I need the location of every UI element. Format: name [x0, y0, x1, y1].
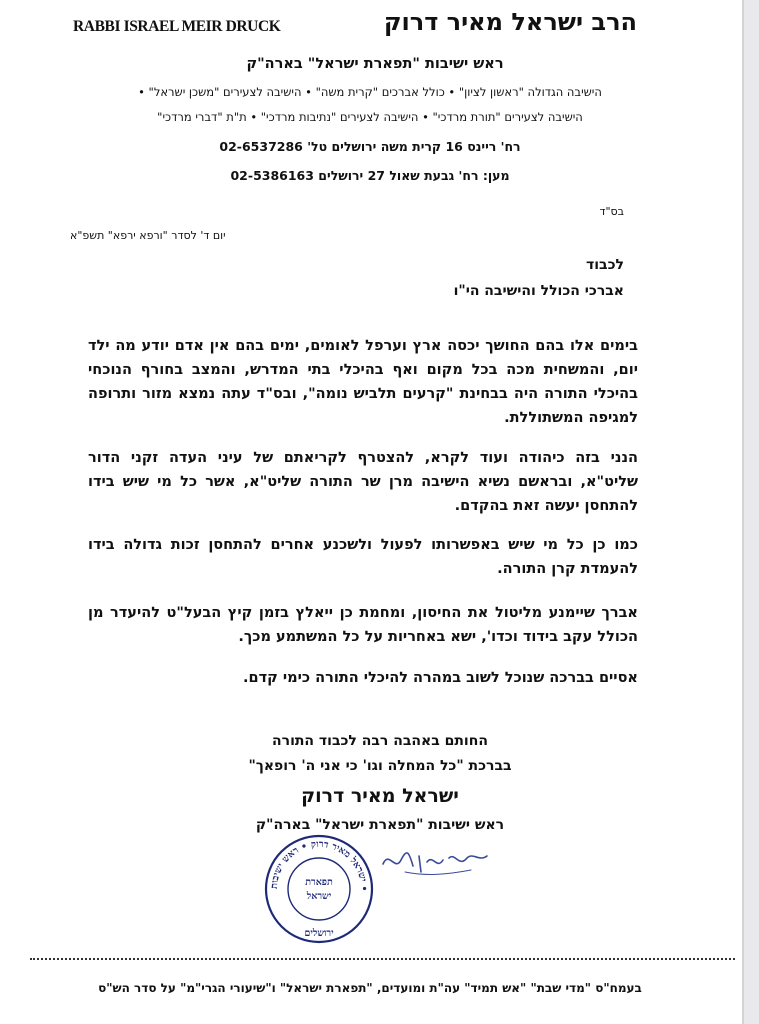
body-paragraph: אברך שיימנע מליטול את החיסון, ומחמת כן ייאלץ בזמן קיץ הבעל"ט להיעדר מן הכולל עקב בידוד וכדו', ישא באחריות על כל המשתמע מכך. [88, 605, 638, 645]
stamp-center-line-1: תפארת [305, 877, 333, 888]
institutions-line-1: הישיבה הגדולה "ראשון לציון" • כולל אברכים "קרית משה" • הישיבה לצעירים "משכן ישראל" • [138, 85, 602, 99]
bsd-mark: בס"ד [599, 205, 624, 218]
signatory-title: ראש ישיבות "תפארת ישראל" בארה"ק [255, 817, 505, 833]
greeting-line-1: לכבוד [586, 257, 624, 273]
footer-text: בעמח"ס "מדי שבת" "אש תמיד" עה"ת ומועדים, "תפארת ישראל" ו"שיעורי הגרי"מ" על סדר הש"ס [98, 981, 642, 995]
body-paragraph: אסיים בברכה שנוכל לשוב במהרה להיכלי התורה כימי קדם. [243, 670, 638, 686]
letterhead-title: ראש ישיבות "תפארת ישראל" בארה"ק [246, 56, 504, 72]
closing-line-1: החותם באהבה רבה לכבוד התורה [272, 733, 488, 749]
body-paragraph: כמו כן כל מי שיש באפשרותו לפעול ולשכנע אחרים להתחסן זכות גדולה בידו להעמדת קרן התורה. [88, 537, 638, 577]
rabbi-name-hebrew: הרב ישראל מאיר דרוק [383, 8, 637, 36]
signatory-name: ישראל מאיר דרוק [301, 785, 459, 807]
address-line-2: מען: רח' גבעת שאול 27 ירושלים 02-5386163 [230, 168, 510, 183]
body-paragraph: הנני בזה כיהודה ועוד לקרא, להצטרף לקריאתם של עיני העדה זקני הדור שליט"א, ובראשם נשיא הישיבה מרן שר התורה שליט"א, אשר כל מי שיש בידו להתחסן יעשה זאת בהקדם. [88, 450, 638, 514]
stamp-bottom-text: ירושלים [304, 928, 334, 939]
official-stamp [263, 833, 375, 945]
letter-date: יום ד' לסדר "ורפא ירפא" תשפ"א [70, 229, 226, 242]
stamp-ring-text: ישראל מאיר דרוק • ראש ישיבות • [268, 838, 370, 892]
address-line-1: רח' ריינס 16 קרית משה ירושלים טל' 02-6537286 [219, 139, 521, 154]
institutions-line-2: הישיבה לצעירים "תורת מרדכי" • הישיבה לצעירים "נתיבות מרדכי" • ת"ת "דברי מרדכי" [157, 110, 583, 124]
rabbi-name-english: RABBI ISRAEL MEIR DRUCK [73, 18, 281, 35]
handwritten-signature [375, 842, 495, 882]
page-edge [742, 0, 759, 1024]
greeting-line-2: אברכי הכולל והישיבה הי"ו [453, 283, 624, 299]
closing-line-2: בברכת "כל המחלה וגו' כי אני ה' רופאך" [248, 758, 512, 774]
body-paragraph: בימים אלו בהם החושך יכסה ארץ וערפל לאומים, ימים בהם אין אדם יודע מה ילד יום, והמשחית מכה בכל מקום ואף בהיכלי בתי המדרש, והמצב בחורף הנוכחי בהיכלי התורה היה בבחינת "קרעים תלביש נומה", ובס"ד עתה נמצא מזור ותרופה למגיפה המשתוללת. [88, 338, 638, 426]
stamp-center-line-2: ישראל [306, 891, 332, 902]
footer-divider [30, 958, 735, 960]
